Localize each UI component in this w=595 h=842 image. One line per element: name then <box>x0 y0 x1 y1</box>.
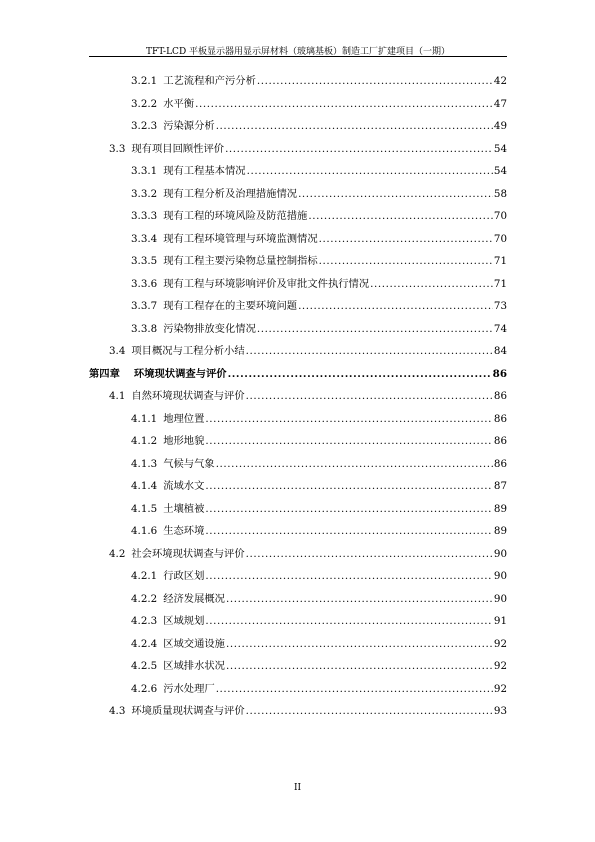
toc-entry-page: 47 <box>493 97 507 110</box>
toc-entry[interactable] <box>131 207 507 222</box>
toc-entry-title: 区域排水状况 <box>163 660 225 672</box>
running-header: TFT-LCD 平板显示器用显示屏材料（玻璃基板）制造工厂扩建项目（一期） <box>145 47 451 57</box>
toc-entry-title: 环境现状调查与评价 <box>133 367 227 380</box>
toc-entry[interactable] <box>131 680 507 695</box>
toc-entry-title: 区域规划 <box>163 615 205 627</box>
toc-entry-page: 92 <box>493 637 507 650</box>
toc-entry-page: 86 <box>492 367 507 380</box>
toc-entry-number: 3.3 <box>109 142 126 155</box>
toc-entry-title: 现有工程主要污染物总量控制指标 <box>163 255 318 267</box>
toc-leader-dots <box>228 368 492 380</box>
toc-entry-number: 4.2.6 <box>131 682 158 695</box>
toc-entry-number: 4.1.3 <box>131 457 158 470</box>
page-number: II <box>293 783 302 793</box>
toc-entry[interactable] <box>131 117 507 132</box>
toc-entry-number: 4.2.3 <box>131 615 158 627</box>
toc-entry[interactable] <box>131 320 507 335</box>
toc-entry[interactable] <box>131 635 507 650</box>
toc-entry-page: 70 <box>493 210 507 222</box>
toc-entry-page: 42 <box>493 75 507 87</box>
toc-entry[interactable] <box>109 702 507 717</box>
toc-leader-dots <box>298 188 493 200</box>
toc-leader-dots <box>205 503 493 515</box>
toc-entry-title: 污染源分析 <box>163 120 215 132</box>
toc-entry-title: 现有工程与环境影响评价及审批文件执行情况 <box>163 277 370 290</box>
toc-entry-title: 地形地貌 <box>163 435 205 447</box>
toc-entry-number: 3.2.3 <box>131 120 158 132</box>
toc-entry-title: 土壤植被 <box>163 502 205 515</box>
toc-leader-dots <box>246 345 493 357</box>
toc-entry-title: 流域水文 <box>163 480 205 492</box>
toc-entry[interactable] <box>131 297 507 312</box>
toc-entry-title: 现有工程的环境风险及防范措施 <box>163 210 308 222</box>
toc-entry-number: 3.3.1 <box>131 165 158 177</box>
toc-leader-dots <box>246 390 493 402</box>
toc-entry-title: 污染物排放变化情况 <box>163 322 256 335</box>
toc-entry-number: 4.2.2 <box>131 592 158 605</box>
toc-entry-page: 89 <box>493 525 507 537</box>
toc-entry-page: 86 <box>493 412 507 425</box>
toc-entry-page: 71 <box>493 255 507 267</box>
toc-entry-title: 区域交通设施 <box>163 637 225 650</box>
toc-entry[interactable] <box>89 365 507 380</box>
toc-leader-dots <box>246 548 493 560</box>
toc-entry-page: 58 <box>493 187 507 200</box>
toc-entry-number: 4.1.1 <box>131 412 158 425</box>
toc-entry[interactable] <box>131 252 507 267</box>
toc-entry-number: 4.1 <box>109 390 126 402</box>
toc-entry-page: 54 <box>493 165 507 177</box>
toc-leader-dots <box>370 278 493 290</box>
toc-entry-page: 92 <box>493 682 507 695</box>
toc-entry-page: 86 <box>493 435 507 447</box>
toc-entry-number: 3.4 <box>109 345 126 357</box>
toc-entry[interactable] <box>131 410 507 425</box>
toc-entry-page: 70 <box>493 232 507 245</box>
toc-entry-page: 84 <box>493 345 507 357</box>
toc-entry-number: 4.1.6 <box>131 525 158 537</box>
toc-entry-title: 环境质量现状调查与评价 <box>131 705 245 717</box>
toc-entry-number: 4.2 <box>109 547 126 560</box>
toc-leader-dots <box>205 615 493 627</box>
toc-entry-title: 工艺流程和产污分析 <box>163 75 256 87</box>
toc-leader-dots <box>216 458 493 470</box>
toc-leader-dots <box>257 75 493 87</box>
toc-entry[interactable] <box>131 612 507 627</box>
toc-entry-title: 自然环境现状调查与评价 <box>131 390 245 402</box>
toc-entry[interactable] <box>131 657 507 672</box>
toc-entry-number: 3.2.2 <box>131 97 158 110</box>
toc-leader-dots <box>257 323 493 335</box>
toc-entry[interactable] <box>131 95 507 110</box>
toc-entry[interactable] <box>109 545 507 560</box>
toc-entry-number: 4.1.4 <box>131 480 158 492</box>
toc-leader-dots <box>247 165 493 177</box>
toc-leader-dots <box>319 233 493 245</box>
toc-entry-title: 气候与气象 <box>163 457 215 470</box>
toc-entry-number: 3.3.8 <box>131 322 158 335</box>
toc-entry[interactable] <box>109 342 507 357</box>
toc-entry-number: 3.3.5 <box>131 255 158 267</box>
toc-entry-number: 4.2.4 <box>131 637 158 650</box>
toc-entry-number: 4.2.1 <box>131 570 158 582</box>
toc-entry-title: 污水处理厂 <box>163 682 215 695</box>
toc-leader-dots <box>226 593 493 605</box>
toc-entry-page: 87 <box>493 480 507 492</box>
toc-entry-number: 第四章 <box>89 367 120 380</box>
toc-entry-title: 水平衡 <box>163 97 195 110</box>
toc-leader-dots <box>319 255 493 267</box>
toc-leader-dots <box>216 120 493 132</box>
toc-entry-title: 生态环境 <box>163 525 205 537</box>
toc-entry[interactable] <box>131 455 507 470</box>
toc-entry-title: 现有项目回顾性评价 <box>131 142 225 155</box>
toc-entry-page: 93 <box>493 705 507 717</box>
toc-entry-number: 3.3.2 <box>131 187 158 200</box>
toc-entry-number: 3.3.3 <box>131 210 158 222</box>
toc-entry-title: 现有工程分析及治理措施情况 <box>163 187 298 200</box>
header-rule <box>89 56 507 57</box>
toc-entry-title: 现有工程环境管理与环境监测情况 <box>163 232 318 245</box>
toc-entry[interactable] <box>109 140 507 155</box>
toc-entry-number: 3.2.1 <box>131 75 158 87</box>
toc-entry[interactable] <box>131 162 507 177</box>
toc-entry[interactable] <box>131 500 507 515</box>
toc-entry-number: 3.3.6 <box>131 277 158 290</box>
toc-entry[interactable] <box>131 522 507 537</box>
toc-entry[interactable] <box>131 230 507 245</box>
toc-entry-page: 86 <box>493 457 507 470</box>
toc-entry[interactable] <box>131 567 507 582</box>
toc-entry[interactable] <box>109 387 507 402</box>
toc-entry-page: 90 <box>493 547 507 560</box>
toc-leader-dots <box>205 570 493 582</box>
toc-leader-dots <box>298 300 493 312</box>
toc-leader-dots <box>246 705 493 717</box>
toc-entry-title: 经济发展概况 <box>163 592 225 605</box>
toc-entry-page: 86 <box>493 390 507 402</box>
toc-entry-title: 社会环境现状调查与评价 <box>131 547 245 560</box>
toc-entry-page: 92 <box>493 660 507 672</box>
toc-entry-number: 4.3 <box>109 705 126 717</box>
toc-leader-dots <box>195 98 493 110</box>
toc-leader-dots <box>226 638 493 650</box>
toc-entry-title: 现有工程存在的主要环境问题 <box>163 300 298 312</box>
toc-leader-dots <box>205 413 493 425</box>
toc-entry-page: 90 <box>493 592 507 605</box>
toc-leader-dots <box>205 525 493 537</box>
toc-leader-dots <box>205 480 493 492</box>
toc-entry-number: 4.1.2 <box>131 435 158 447</box>
toc-leader-dots <box>308 210 493 222</box>
toc-entry[interactable] <box>131 72 507 87</box>
toc-entry-page: 74 <box>493 322 507 335</box>
toc-entry[interactable] <box>131 477 507 492</box>
toc-entry[interactable] <box>131 590 507 605</box>
toc-entry-page: 71 <box>493 277 507 290</box>
toc-entry[interactable] <box>131 185 507 200</box>
toc-entry-page: 89 <box>493 502 507 515</box>
toc-entry[interactable] <box>131 275 507 290</box>
toc-leader-dots <box>226 660 493 672</box>
toc-entry-page: 73 <box>493 300 507 312</box>
toc-entry-number: 4.2.5 <box>131 660 158 672</box>
toc-entry-title: 行政区划 <box>163 570 205 582</box>
toc-entry-number: 4.1.5 <box>131 502 158 515</box>
toc-leader-dots <box>225 143 493 155</box>
toc-entry-number: 3.3.4 <box>131 232 158 245</box>
toc-entry-page: 91 <box>493 615 507 627</box>
toc-entry-page: 90 <box>493 570 507 582</box>
toc-entry-title: 项目概况与工程分析小结 <box>131 345 245 357</box>
toc-leader-dots <box>216 683 493 695</box>
toc-entry-title: 地理位置 <box>163 412 205 425</box>
toc-leader-dots <box>205 435 493 447</box>
toc-entry-title: 现有工程基本情况 <box>163 165 246 177</box>
toc-entry[interactable] <box>131 432 507 447</box>
toc-entry-page: 49 <box>493 120 507 132</box>
toc-entry-page: 54 <box>493 142 507 155</box>
toc-entry-number: 3.3.7 <box>131 300 158 312</box>
